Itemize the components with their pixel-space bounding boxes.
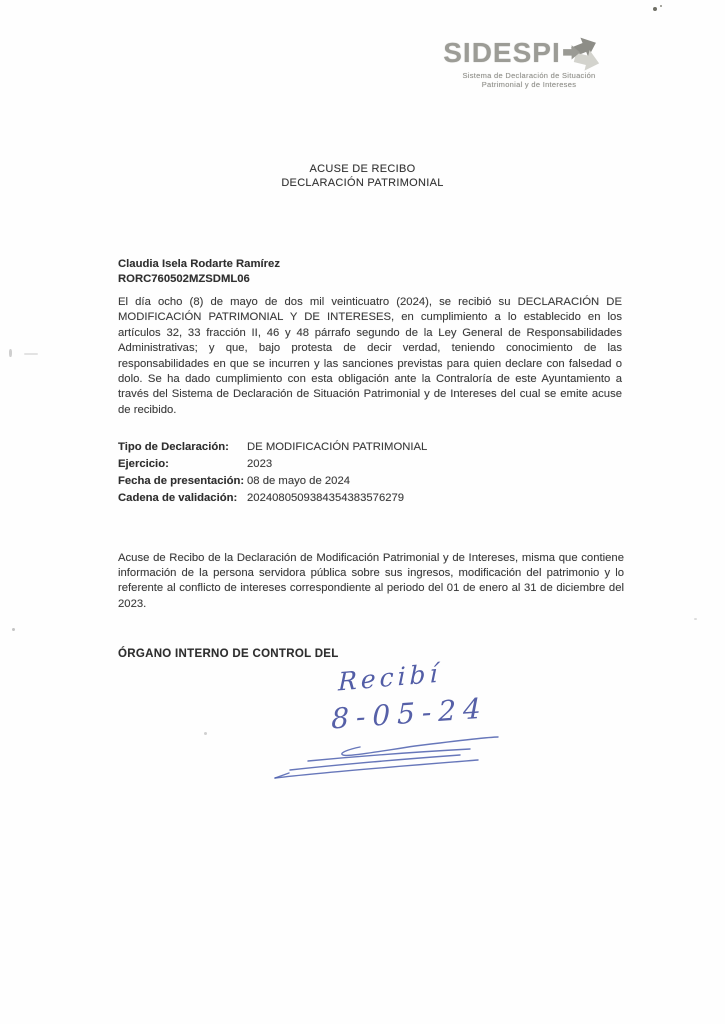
title-line-1: ACUSE DE RECIBO (309, 163, 416, 175)
detail-label: Ejercicio: (118, 458, 169, 470)
logo-brand-text: SIDESPI (443, 37, 561, 68)
detail-value: 08 de mayo de 2024 (247, 475, 351, 487)
sidespi-logo (440, 33, 618, 89)
logo-arrows-icon (563, 27, 615, 73)
detail-row (118, 439, 622, 456)
logo-tagline-line-2: Patrimonial y de Intereses (481, 80, 577, 89)
office-line: ÓRGANO INTERNO DE CONTROL DEL (118, 648, 339, 660)
body-paragraph: El día ocho (8) de mayo de dos mil veinticuatro (2024), se recibió su DECLARACIÓN DE MODIFICACIÓN PATRIMONIAL Y DE INTERESES, en cumplimiento a lo establecido en los artículos 32, 33 fracción II, 46 y 48 párrafo segundo de la Ley General de Responsabilidades Administrativas; y que, bajo protesta de decir verdad, teniendo conocimiento de las responsabilidades en que se incurren y las sanciones previstas para quien declare con falsedad o dolo. Se ha dado cumplimiento con esta obligación ante la Contraloría de este Ayuntamiento a través del Sistema de Declaración de Situación Patrimonial y de Intereses del cual se emite acuse de recibido. (118, 296, 622, 416)
scan-speck (653, 7, 657, 11)
title-line-2: DECLARACIÓN PATRIMONIAL (281, 176, 444, 189)
detail-label: Fecha de presentación: (118, 475, 245, 487)
scan-speck (9, 349, 12, 357)
detail-label: Cadena de validación: (118, 492, 238, 504)
document-title (0, 163, 725, 190)
recipient-block (118, 257, 622, 287)
logo-row (440, 33, 618, 73)
detail-row (118, 490, 622, 507)
scan-speck (24, 353, 38, 355)
detail-value: DE MODIFICACIÓN PATRIMONIAL (247, 441, 428, 453)
recipient-name: Claudia Isela Rodarte Ramírez (118, 258, 280, 270)
signature-scribble (255, 728, 525, 790)
detail-row (118, 456, 622, 473)
handwriting-recibi: Recibí (337, 658, 442, 697)
detail-row (118, 473, 622, 490)
details-table (118, 439, 622, 507)
logo-tagline-line-1: Sistema de Declaración de Situación (462, 71, 596, 80)
recipient-curp: RORC760502MZSDML06 (118, 273, 250, 285)
closing-paragraph: Acuse de Recibo de la Declaración de Modificación Patrimonial y de Intereses, misma que contiene información de la persona servidora pública sobre sus ingresos, modificación del patrimonio y lo referente al conflicto de intereses correspondiente al periodo del 01 de enero al 31 de diciembre del 2023. (118, 552, 624, 610)
scan-speck (694, 618, 697, 620)
detail-value: 2024080509384354383576279 (247, 492, 405, 504)
detail-value: 2023 (247, 458, 273, 470)
logo-tagline (440, 71, 618, 89)
scan-speck (660, 5, 662, 7)
detail-label: Tipo de Declaración: (118, 441, 229, 453)
scan-speck (12, 628, 15, 631)
scan-speck (204, 732, 207, 735)
handwriting-date: 8-05-24 (331, 691, 488, 736)
